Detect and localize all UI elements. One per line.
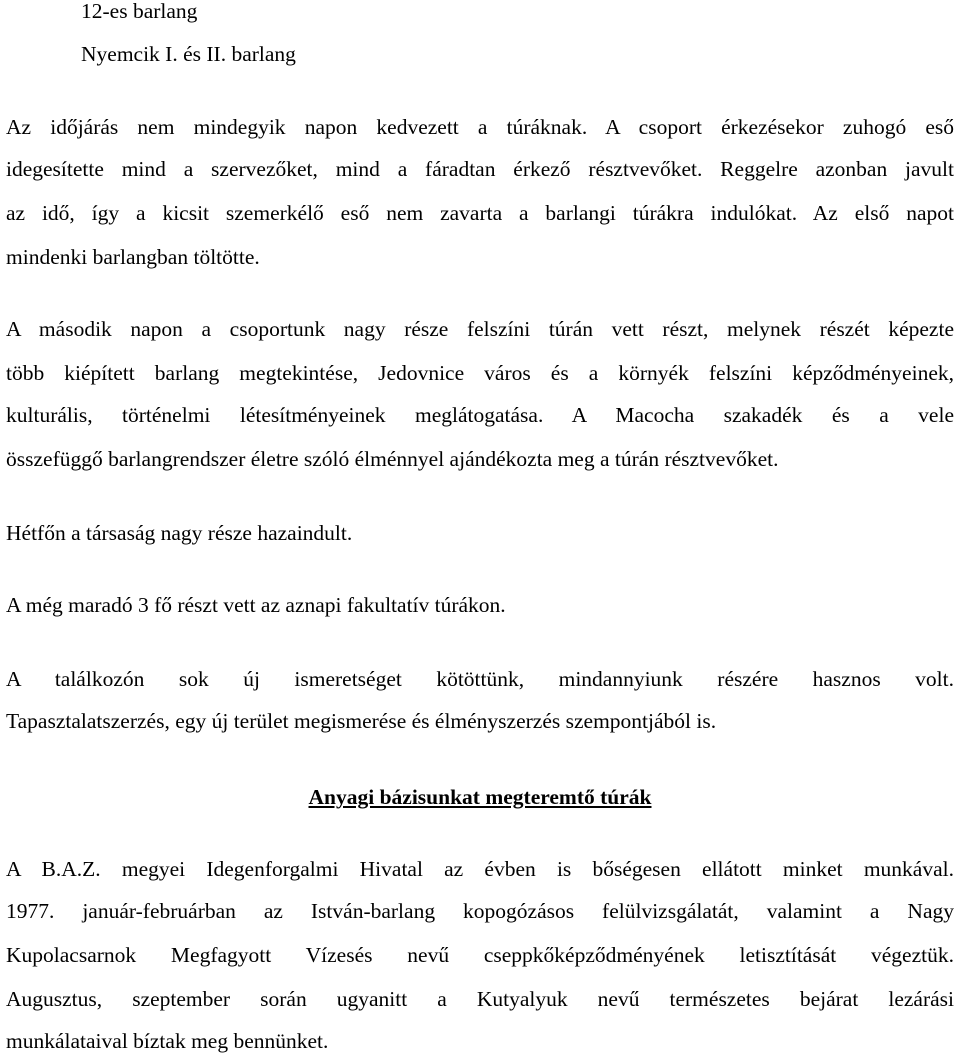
paragraph-line: több kiépített barlang megtekintése, Jedovnice város és a környék felszíni képződményeinek, xyxy=(6,361,954,385)
paragraph-line: A B.A.Z. megyei Idegenforgalmi Hivatal az évben is bőségesen ellátott minket munkával. xyxy=(6,857,954,881)
paragraph-line: Tapasztalatszerzés, egy új terület megismerése és élményszerzés szempontjából is. xyxy=(6,709,717,733)
paragraph-monday: Hétfőn a társaság nagy része hazaindult. xyxy=(6,521,353,545)
paragraph-line: Az időjárás nem mindegyik napon kedvezett a túráknak. A csoport érkezésekor zuhogó eső xyxy=(6,115,954,139)
paragraph-line: A második napon a csoportunk nagy része felszíni túrán vett részt, melynek részét képezte xyxy=(6,317,954,341)
paragraph-line: mindenki barlangban töltötte. xyxy=(6,245,260,269)
paragraph-line: összefüggő barlangrendszer életre szóló élménnyel ajándékozta meg a túrán résztvevőket. xyxy=(6,447,779,471)
list-item-2: Nyemcik I. és II. barlang xyxy=(81,42,296,66)
list-item-1: 12-es barlang xyxy=(81,0,198,23)
paragraph-line: 1977. január-februárban az István-barlang kopogózásos felülvizsgálatát, valamint a Nagy xyxy=(6,899,954,923)
paragraph-line: A találkozón sok új ismeretséget kötöttünk, mindannyiunk részére hasznos volt. xyxy=(6,667,954,691)
paragraph-line: Kupolacsarnok Megfagyott Vízesés nevű cseppkőképződményének letisztítását végeztük. xyxy=(6,943,954,967)
paragraph-remaining: A még maradó 3 fő részt vett az aznapi fakultatív túrákon. xyxy=(6,593,506,617)
paragraph-line: Augusztus, szeptember során ugyanitt a Kutyalyuk nevű természetes bejárat lezárási xyxy=(6,987,954,1011)
section-heading: Anyagi bázisunkat megteremtő túrák xyxy=(308,785,652,809)
paragraph-line: az idő, így a kicsit szemerkélő eső nem zavarta a barlangi túrákra indulókat. Az első napot xyxy=(6,201,954,225)
paragraph-line: munkálataival bíztak meg bennünket. xyxy=(6,1029,329,1053)
paragraph-line: idegesítette mind a szervezőket, mind a fáradtan érkező résztvevőket. Reggelre azonban javult xyxy=(6,157,954,181)
paragraph-line: kulturális, történelmi létesítményeinek meglátogatása. A Macocha szakadék és a vele xyxy=(6,403,954,427)
